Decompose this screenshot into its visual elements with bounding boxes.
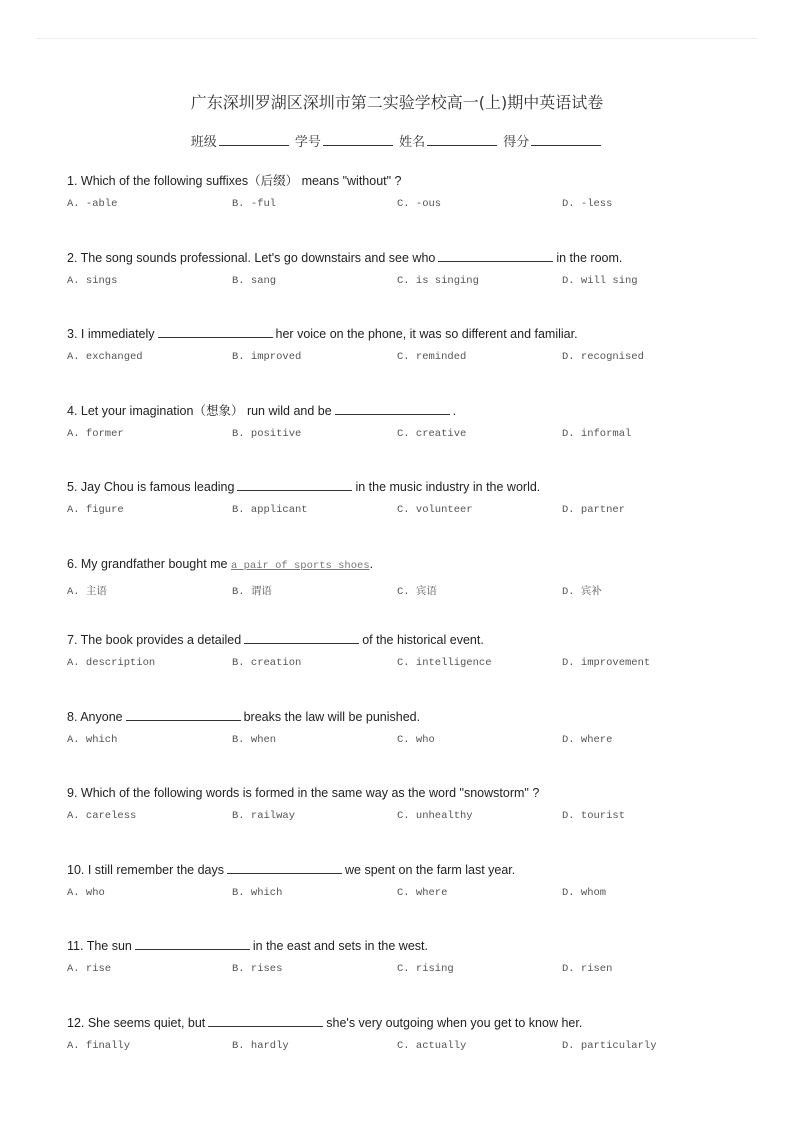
answer-options bbox=[67, 275, 727, 289]
answer-option[interactable]: A. who bbox=[67, 886, 105, 899]
answer-option[interactable]: B. 谓语 bbox=[232, 585, 272, 598]
question-text: 1. Which of the following suffixes（后缀） means "without" ? bbox=[67, 174, 402, 188]
question-text-tail: in the music industry in the world. bbox=[355, 480, 541, 494]
question-text: 3. I immediately bbox=[67, 327, 155, 341]
question-stem bbox=[67, 862, 727, 878]
answer-option[interactable]: D. recognised bbox=[562, 351, 644, 363]
answer-option[interactable]: D. -less bbox=[562, 198, 613, 210]
question-text-tail: in the east and sets in the west. bbox=[252, 939, 428, 953]
answer-option[interactable]: D. where bbox=[562, 733, 613, 746]
answer-option[interactable]: B. which bbox=[232, 886, 283, 899]
score-blank[interactable] bbox=[531, 133, 601, 146]
class-blank[interactable] bbox=[219, 133, 289, 146]
name-label: 姓名 bbox=[399, 135, 426, 150]
question-text-tail: . bbox=[452, 403, 457, 418]
answer-option[interactable]: C. who bbox=[397, 733, 435, 746]
question-item bbox=[67, 326, 727, 403]
answer-option[interactable]: A. finally bbox=[67, 1039, 131, 1052]
answer-options bbox=[67, 583, 727, 597]
answer-options bbox=[67, 351, 727, 365]
question-text: 4. Let your imagination（想象） run wild and be bbox=[67, 403, 332, 418]
answer-blank[interactable] bbox=[208, 1015, 323, 1027]
question-text: 6. My grandfather bought me bbox=[67, 556, 228, 571]
answer-option[interactable]: B. applicant bbox=[232, 504, 308, 516]
answer-option[interactable]: B. railway bbox=[232, 810, 296, 822]
answer-options bbox=[67, 198, 727, 212]
answer-option[interactable]: B. rises bbox=[232, 963, 283, 975]
answer-option[interactable]: A. rise bbox=[67, 963, 112, 975]
answer-option[interactable]: D. tourist bbox=[562, 810, 626, 822]
answer-option[interactable]: D. risen bbox=[562, 963, 613, 975]
answer-option[interactable]: B. positive bbox=[232, 427, 302, 440]
question-text-tail: her voice on the phone, it was so different and familiar. bbox=[275, 327, 578, 341]
answer-option[interactable]: A. -able bbox=[67, 198, 118, 210]
question-item bbox=[67, 632, 727, 709]
answer-blank[interactable] bbox=[335, 403, 450, 415]
answer-option[interactable]: D. particularly bbox=[562, 1039, 657, 1052]
question-item bbox=[67, 173, 727, 250]
question-text-tail: . bbox=[369, 556, 374, 571]
answer-option[interactable]: B. creation bbox=[232, 657, 302, 669]
question-text: 9. Which of the following words is formed in the same way as the word "snowstorm" ? bbox=[67, 786, 540, 800]
question-stem bbox=[67, 785, 727, 801]
answer-option[interactable]: A. figure bbox=[67, 504, 124, 516]
answer-option[interactable]: C. 宾语 bbox=[397, 585, 437, 598]
score-label: 得分 bbox=[503, 135, 530, 150]
answer-option[interactable]: B. sang bbox=[232, 274, 277, 287]
question-item bbox=[67, 1015, 727, 1092]
answer-option[interactable]: B. improved bbox=[232, 351, 302, 363]
question-text: 8. Anyone bbox=[67, 709, 123, 724]
answer-option[interactable]: C. reminded bbox=[397, 351, 467, 363]
answer-option[interactable]: A. former bbox=[67, 427, 124, 440]
question-item bbox=[67, 403, 727, 480]
answer-option[interactable]: C. intelligence bbox=[397, 657, 492, 669]
answer-option[interactable]: A. sings bbox=[67, 274, 118, 287]
answer-option[interactable]: A. which bbox=[67, 733, 118, 746]
question-stem bbox=[67, 1015, 727, 1031]
question-stem bbox=[67, 479, 727, 495]
answer-blank[interactable] bbox=[227, 862, 342, 874]
question-text-tail: breaks the law will be punished. bbox=[243, 709, 421, 724]
answer-option[interactable]: D. 宾补 bbox=[562, 585, 602, 598]
question-stem bbox=[67, 556, 727, 574]
answer-option[interactable]: A. careless bbox=[67, 810, 137, 822]
question-stem bbox=[67, 326, 727, 342]
answer-options bbox=[67, 734, 727, 748]
answer-option[interactable]: C. unhealthy bbox=[397, 810, 473, 822]
answer-option[interactable]: A. description bbox=[67, 657, 156, 669]
question-text: 5. Jay Chou is famous leading bbox=[67, 480, 235, 494]
question-stem bbox=[67, 403, 727, 419]
answer-option[interactable]: A. exchanged bbox=[67, 351, 143, 363]
answer-blank[interactable] bbox=[158, 326, 273, 338]
answer-option[interactable]: C. volunteer bbox=[397, 504, 473, 516]
question-item bbox=[67, 479, 727, 556]
answer-option[interactable]: C. -ous bbox=[397, 198, 442, 210]
answer-option[interactable]: C. creative bbox=[397, 427, 467, 440]
class-label: 班级 bbox=[190, 135, 217, 150]
question-text-tail: we spent on the farm last year. bbox=[345, 862, 516, 877]
header-rule bbox=[36, 38, 758, 39]
answer-blank[interactable] bbox=[135, 938, 250, 950]
answer-options bbox=[67, 963, 727, 977]
answer-options bbox=[67, 1040, 727, 1054]
question-text-tail: in the room. bbox=[556, 250, 623, 265]
question-item bbox=[67, 938, 727, 1015]
question-stem bbox=[67, 938, 727, 954]
exam-title: 广东深圳罗湖区深圳市第二实验学校高一(上)期中英语试卷 bbox=[190, 93, 604, 112]
student-info-line bbox=[0, 131, 794, 150]
question-text: 10. I still remember the days bbox=[67, 862, 225, 877]
question-item bbox=[67, 862, 727, 939]
question-text: 11. The sun bbox=[67, 939, 132, 953]
question-text: 7. The book provides a detailed bbox=[67, 633, 242, 647]
question-stem bbox=[67, 632, 727, 648]
answer-option[interactable]: B. -ful bbox=[232, 198, 277, 210]
answer-blank[interactable] bbox=[126, 709, 241, 721]
answer-options bbox=[67, 810, 727, 824]
student-id-blank[interactable] bbox=[323, 133, 393, 146]
question-item bbox=[67, 785, 727, 862]
answer-blank[interactable] bbox=[244, 632, 359, 644]
question-item bbox=[67, 556, 727, 633]
answer-options bbox=[67, 887, 727, 901]
question-text-tail: she's very outgoing when you get to know her. bbox=[326, 1015, 583, 1030]
question-stem bbox=[67, 250, 727, 266]
question-text-tail: of the historical event. bbox=[362, 633, 484, 647]
answer-option[interactable]: C. where bbox=[397, 886, 448, 899]
answer-option[interactable]: D. improvement bbox=[562, 657, 651, 669]
underlined-phrase: a pair of sports shoes bbox=[231, 559, 370, 572]
answer-option[interactable]: D. informal bbox=[562, 427, 632, 440]
answer-blank[interactable] bbox=[237, 479, 352, 491]
question-item bbox=[67, 250, 727, 327]
answer-option[interactable]: C. actually bbox=[397, 1039, 467, 1052]
question-list bbox=[67, 173, 727, 1091]
name-blank[interactable] bbox=[427, 133, 497, 146]
answer-option[interactable]: D. whom bbox=[562, 886, 607, 899]
answer-option[interactable]: A. 主语 bbox=[67, 585, 107, 598]
question-item bbox=[67, 709, 727, 786]
question-stem bbox=[67, 709, 727, 725]
answer-option[interactable]: B. hardly bbox=[232, 1039, 289, 1052]
answer-option[interactable]: B. when bbox=[232, 733, 277, 746]
student-id-label: 学号 bbox=[294, 135, 321, 150]
answer-option[interactable]: C. is singing bbox=[397, 274, 479, 287]
question-text: 12. She seems quiet, but bbox=[67, 1015, 206, 1030]
answer-options bbox=[67, 504, 727, 518]
answer-option[interactable]: D. will sing bbox=[562, 274, 638, 287]
answer-option[interactable]: D. partner bbox=[562, 504, 626, 516]
answer-option[interactable]: C. rising bbox=[397, 963, 454, 975]
answer-options bbox=[67, 428, 727, 442]
question-text: 2. The song sounds professional. Let's go downstairs and see who bbox=[67, 250, 436, 265]
question-stem bbox=[67, 173, 727, 189]
answer-blank[interactable] bbox=[438, 250, 553, 262]
answer-options bbox=[67, 657, 727, 671]
